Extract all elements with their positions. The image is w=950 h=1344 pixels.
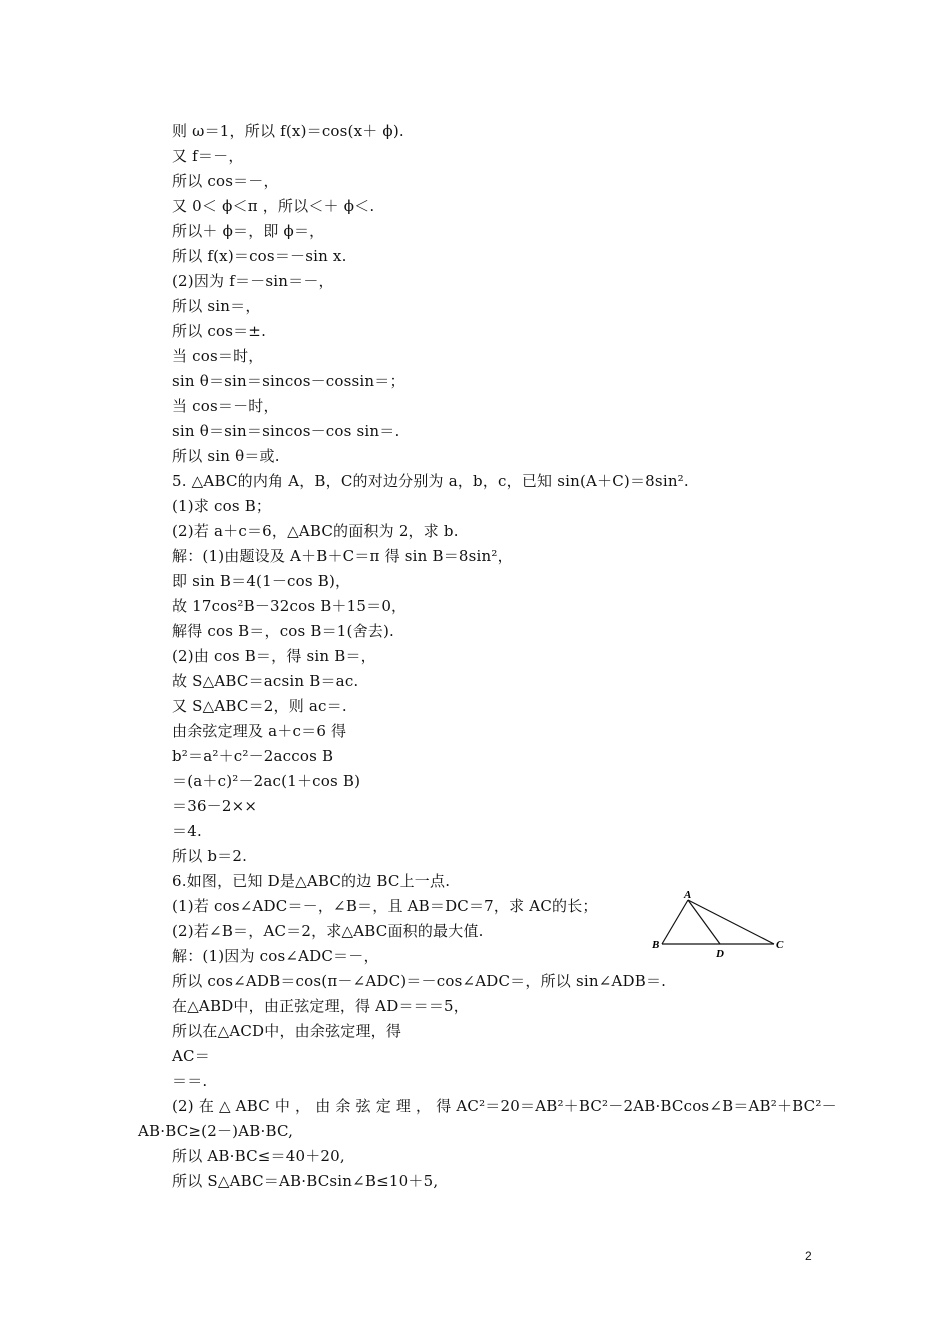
text-line: 由余弦定理及 a＋c＝6 得: [172, 722, 347, 740]
text-line: 又 S△ABC＝2，则 ac＝.: [172, 697, 347, 715]
label-b: B: [652, 939, 660, 951]
text-line: (2)因为 f＝－sin＝－，: [172, 272, 334, 290]
segment-ab: [662, 900, 688, 944]
text-line: ＝4.: [172, 822, 202, 840]
text-line: sin θ＝sin＝sincos－cossin＝；: [172, 372, 405, 390]
label-a: A: [684, 889, 692, 901]
text-line: (2)由 cos B＝，得 sin B＝，: [172, 647, 376, 665]
text-line: 6.如图，已知 D是△ABC的边 BC上一点.: [172, 872, 451, 890]
text-line: 所以 sin θ＝或.: [172, 447, 280, 465]
text-line: 所以 S△ABC＝AB·BCsin∠B≤10＋5,: [172, 1172, 439, 1190]
text-line: 故 17cos²B－32cos B＋15＝0，: [172, 597, 407, 615]
text-line: 所以＋ ϕ＝，即 ϕ＝，: [172, 222, 325, 240]
text-line: 所以 cos＝±.: [172, 322, 267, 340]
text-line: 当 cos＝－时，: [172, 397, 279, 415]
text-line: 所以 cos＝－，: [172, 172, 279, 190]
text-line: sin θ＝sin＝sincos－cos sin＝.: [172, 422, 400, 440]
text-line: AB·BC≥(2－)AB·BC,: [138, 1122, 294, 1140]
text-line: 在△ABD中，由正弦定理，得 AD＝＝＝5，: [172, 997, 469, 1015]
text-line: 又 0＜ ϕ＜π ，所以＜＋ ϕ＜.: [172, 197, 375, 215]
text-line: 所以 AB·BC≤＝40＋20,: [172, 1147, 345, 1165]
segment-ac: [688, 900, 774, 944]
label-c: C: [776, 939, 784, 951]
text-line: ＝36－2××: [172, 797, 258, 815]
text-line: AC＝: [172, 1047, 210, 1065]
triangle-figure: [650, 886, 800, 961]
text-line: 所以 sin＝，: [172, 297, 261, 315]
text-line: 解：(1)因为 cos∠ADC＝－，: [172, 947, 379, 965]
text-line: (2)若 a＋c＝6，△ABC的面积为 2，求 b.: [172, 522, 459, 540]
text-line: 所以 b＝2.: [172, 847, 248, 865]
text-line: 则 ω＝1，所以 f(x)＝cos(x＋ ϕ).: [172, 122, 404, 140]
text-line: 解：(1)由题设及 A＋B＋C＝π 得 sin B＝8sin²，: [172, 547, 513, 565]
text-line: (2)若∠B＝，AC＝2，求△ABC面积的最大值.: [172, 922, 484, 940]
text-line: (1)若 cos∠ADC＝－，∠B＝，且 AB＝DC＝7，求 AC的长；: [172, 897, 598, 915]
text-line: 解得 cos B＝，cos B＝1(舍去).: [172, 622, 395, 640]
segment-ad: [688, 900, 720, 944]
text-line: (1)求 cos B；: [172, 497, 272, 515]
label-d: D: [716, 948, 724, 960]
text-line: 故 S△ABC＝acsin B＝ac.: [172, 672, 359, 690]
text-line: (2) 在 △ ABC 中 ， 由 余 弦 定 理 ， 得 AC²＝20＝AB²＋BC²－2AB·BCcos∠B＝AB²＋BC²－: [172, 1097, 837, 1115]
page-number: 2: [805, 1249, 812, 1263]
text-line: ＝＝.: [172, 1072, 208, 1090]
text-line: b²＝a²＋c²－2accos B: [172, 747, 334, 765]
text-line: 5. △ABC的内角 A，B，C的对边分别为 a，b，c，已知 sin(A＋C)＝8sin².: [172, 472, 689, 490]
text-line: 所以在△ACD中，由余弦定理，得: [172, 1022, 402, 1040]
text-line: ＝(a＋c)²－2ac(1＋cos B): [172, 772, 361, 790]
text-line: 当 cos＝时，: [172, 347, 264, 365]
text-line: 所以 f(x)＝cos＝－sin x.: [172, 247, 347, 265]
text-line: 所以 cos∠ADB＝cos(π－∠ADC)＝－cos∠ADC＝，所以 sin∠ADB＝.: [172, 972, 667, 990]
text-line: 又 f＝－，: [172, 147, 244, 165]
text-line: 即 sin B＝4(1－cos B)，: [172, 572, 351, 590]
